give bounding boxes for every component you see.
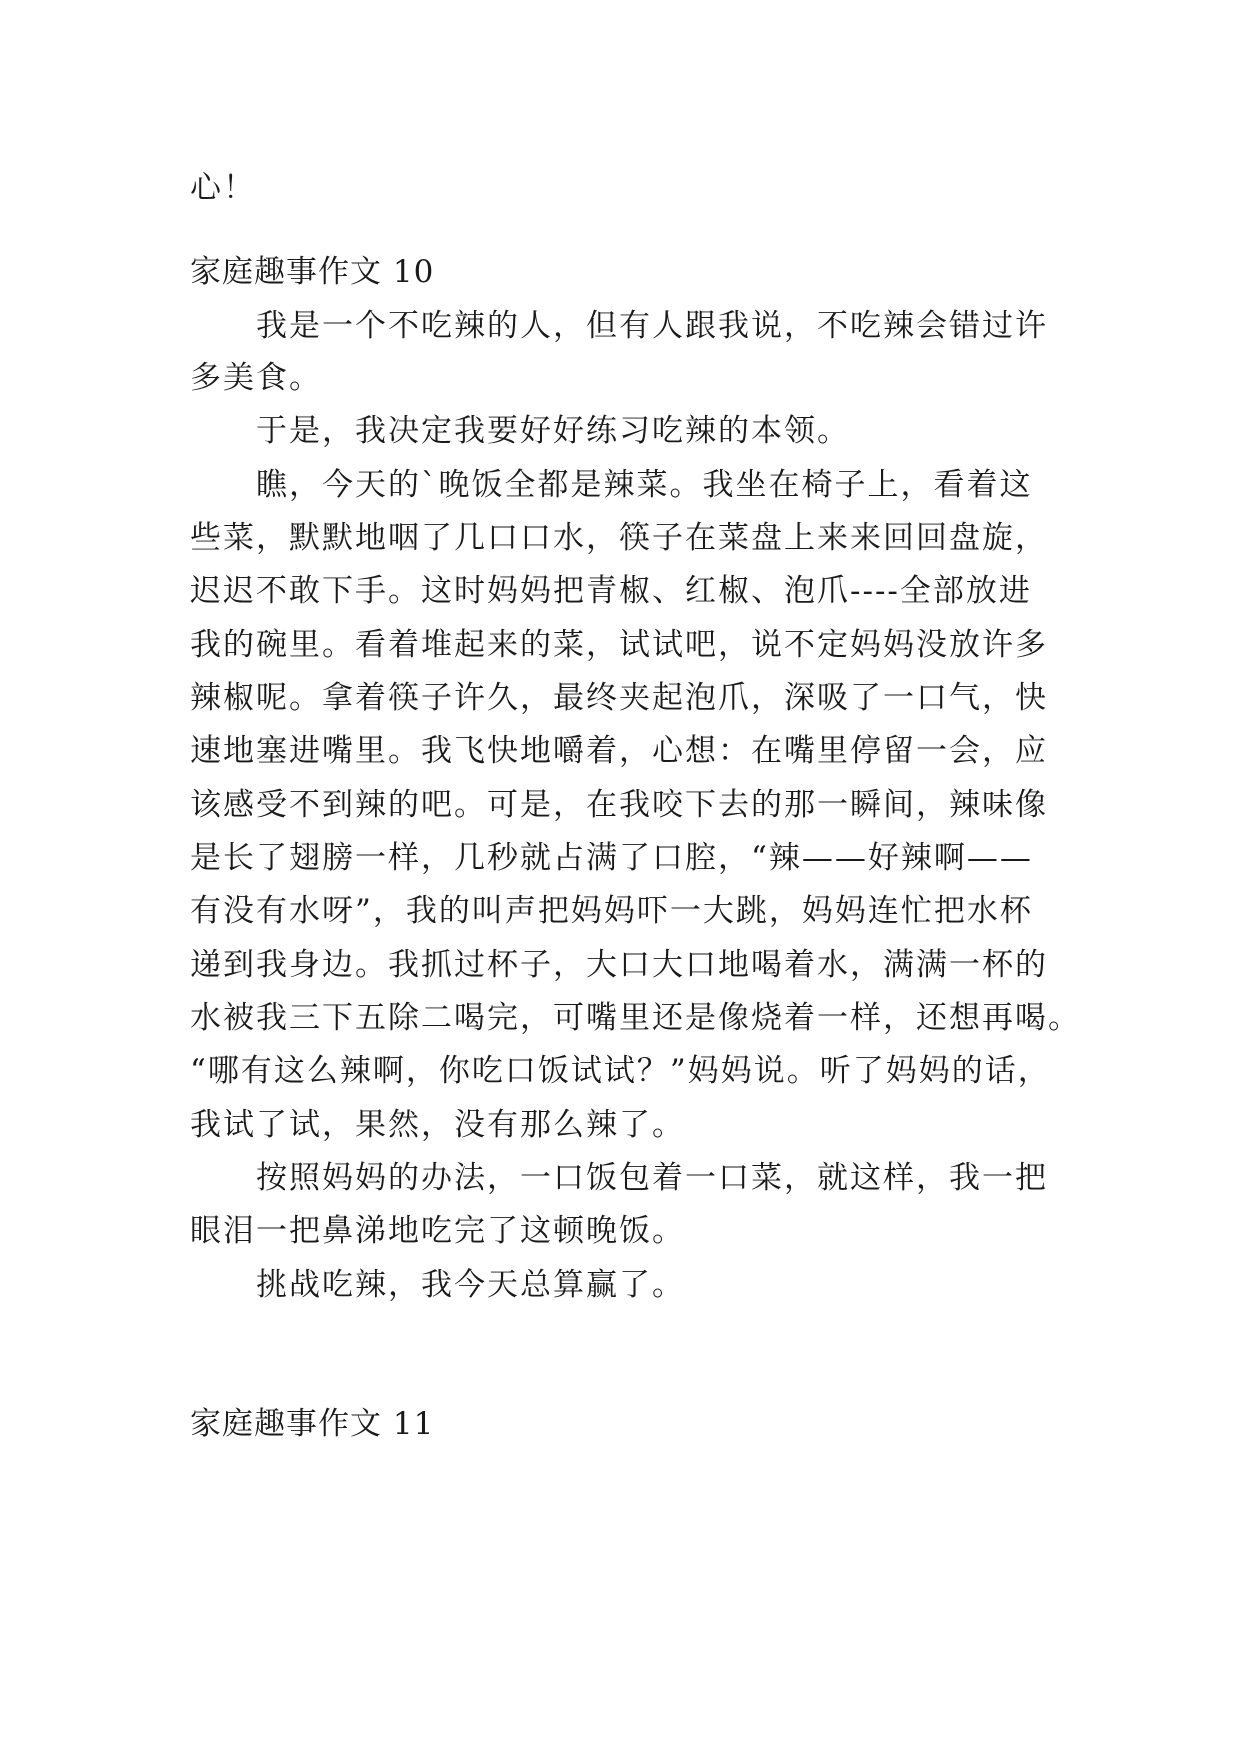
paragraph-line: 瞧，今天的`晚饭全都是辣菜。我坐在椅子上，看着这 — [256, 467, 1033, 503]
paragraph-line: 辣椒呢。拿着筷子许久，最终夹起泡爪，深吸了一口气，快 — [190, 680, 1048, 716]
paragraph-line: 水被我三下五除二喝完，可嘴里还是像烧着一样，还想再喝。 — [190, 1000, 1081, 1036]
paragraph-line: 递到我身边。我抓过杯子，大口大口地喝着水，满满一杯的 — [190, 947, 1048, 983]
paragraph-line: 多美食。 — [190, 360, 322, 396]
essay-title-11: 家庭趣事作文 11 — [190, 1406, 435, 1442]
paragraph-line: 该感受不到辣的吧。可是，在我咬下去的那一瞬间，辣味像 — [190, 787, 1048, 823]
paragraph-line: 我试了试，果然，没有那么辣了。 — [190, 1107, 685, 1143]
text-fragment: 心！ — [190, 170, 256, 206]
paragraph-line: 有没有水呀”，我的叫声把妈妈吓一大跳，妈妈连忙把水杯 — [190, 893, 1033, 929]
paragraph-line: 挑战吃辣，我今天总算赢了。 — [256, 1267, 685, 1303]
paragraph-line: 迟迟不敢下手。这时妈妈把青椒、红椒、泡爪----全部放进 — [190, 573, 1032, 609]
paragraph-line: 我是一个不吃辣的人，但有人跟我说，不吃辣会错过许 — [256, 308, 1048, 344]
paragraph-line: 于是，我决定我要好好练习吃辣的本领。 — [256, 413, 850, 449]
paragraph-line: 速地塞进嘴里。我飞快地嚼着，心想：在嘴里停留一会，应 — [190, 733, 1048, 769]
paragraph-line: 我的碗里。看着堆起来的菜，试试吧，说不定妈妈没放许多 — [190, 627, 1048, 663]
paragraph-line: 些菜，默默地咽了几口口水，筷子在菜盘上来来回回盘旋， — [190, 520, 1048, 556]
paragraph-line: 按照妈妈的办法，一口饭包着一口菜，就这样，我一把 — [256, 1160, 1048, 1196]
paragraph-line: 眼泪一把鼻涕地吃完了这顿晚饭。 — [190, 1213, 685, 1249]
paragraph-line: 是长了翅膀一样，几秒就占满了口腔，“辣——好辣啊—— — [190, 840, 1033, 876]
paragraph-line: “哪有这么辣啊，你吃口饭试试？”妈妈说。听了妈妈的话， — [190, 1053, 1051, 1089]
essay-title-10: 家庭趣事作文 10 — [190, 254, 435, 290]
